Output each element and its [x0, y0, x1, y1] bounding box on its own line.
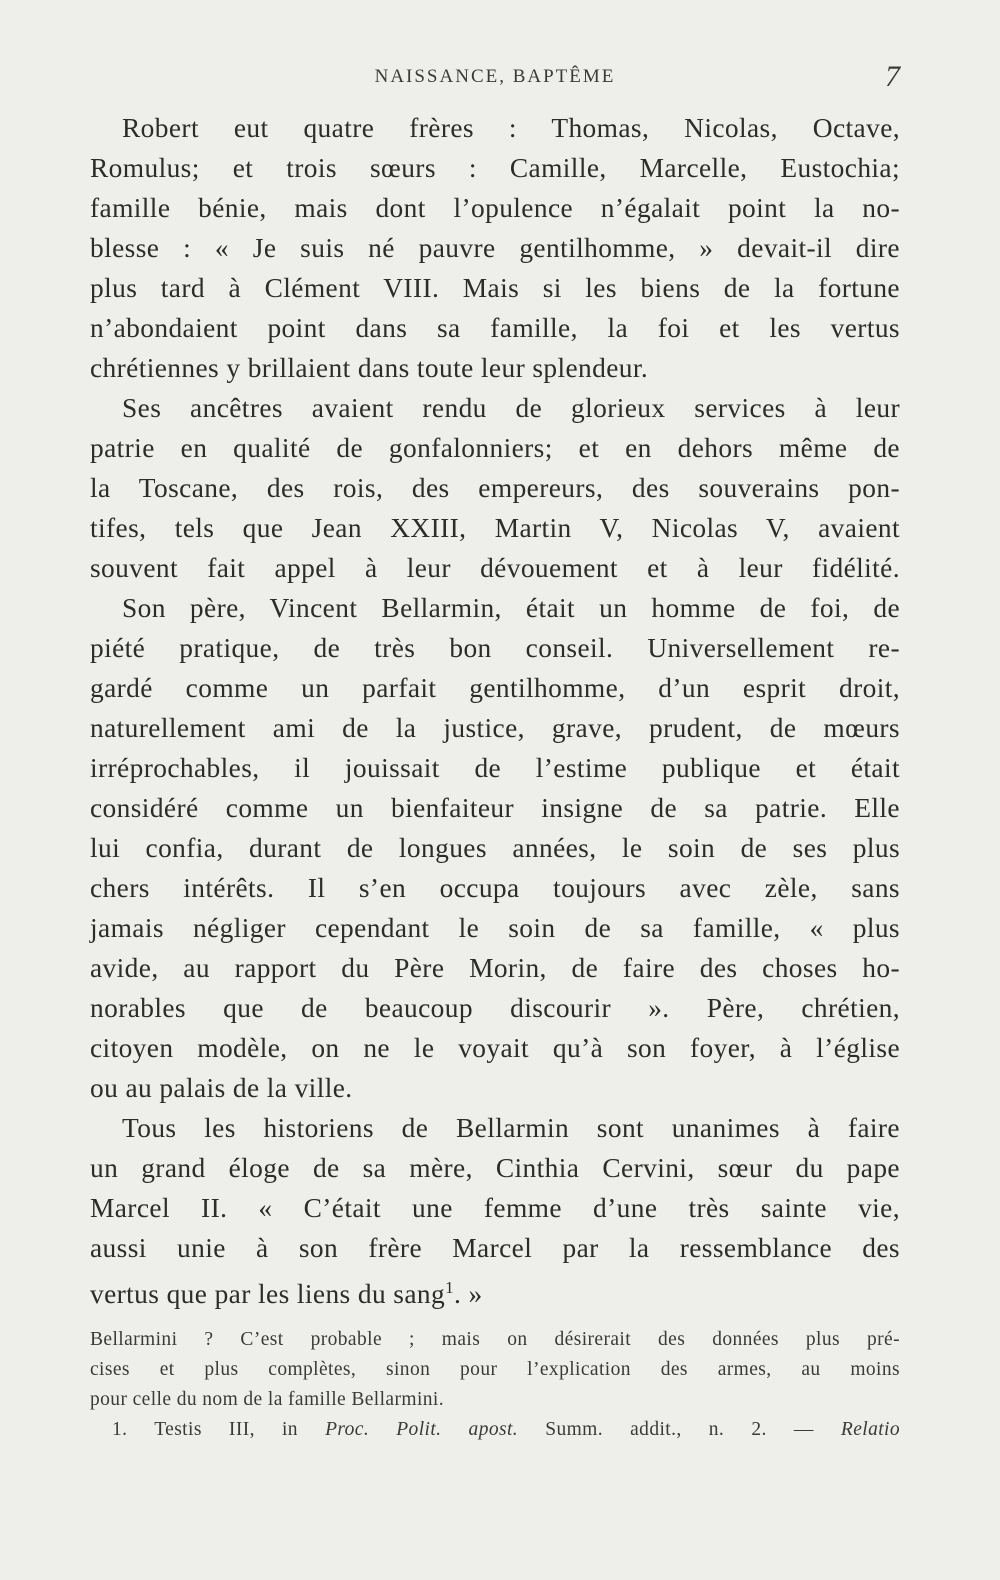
- text-line: plus tard à Clément VIII. Mais si les biens de la fortune: [90, 273, 900, 303]
- text-line: considéré comme un bienfaiteur insigne de sa patrie. Elle: [90, 793, 900, 823]
- final-line-tail: . »: [454, 1279, 483, 1309]
- footnotes: [90, 1325, 900, 1445]
- text-line: jamais négliger cependant le soin de sa famille, « plus: [90, 913, 900, 943]
- text-line: la Toscane, des rois, des empereurs, des souverains pon-: [90, 473, 900, 503]
- footnote-1-title: Relatio: [840, 1419, 901, 1440]
- text-line-final: [90, 1268, 900, 1308]
- text-line: ou au palais de la ville.: [90, 1073, 353, 1103]
- footnote-1: [90, 1415, 900, 1445]
- text-line: avide, au rapport du Père Morin, de faire des choses ho-: [90, 953, 900, 983]
- footnote-ref-1[interactable]: 1: [445, 1278, 455, 1297]
- text-line: patrie en qualité de gonfalonniers; et en dehors même de: [90, 433, 900, 463]
- text-line: un grand éloge de sa mère, Cinthia Cervini, sœur du pape: [90, 1153, 900, 1183]
- text-line: Ses ancêtres avaient rendu de glorieux services à leur: [122, 393, 900, 423]
- text-line: aussi unie à son frère Marcel par la ressemblance des: [90, 1233, 900, 1263]
- text-line: Robert eut quatre frères : Thomas, Nicolas, Octave,: [122, 113, 900, 143]
- footnote-line: Bellarmini ? C’est probable ; mais on désirerait des données plus pré-: [90, 1329, 900, 1350]
- text-line: blesse : « Je suis né pauvre gentilhomme, » devait-il dire: [90, 233, 900, 263]
- text-line: tifes, tels que Jean XXIII, Martin V, Nicolas V, avaient: [90, 513, 900, 543]
- text-line: naturellement ami de la justice, grave, prudent, de mœurs: [90, 713, 900, 743]
- text-line: Romulus; et trois sœurs : Camille, Marcelle, Eustochia;: [90, 153, 900, 183]
- text-line: n’abondaient point dans sa famille, la foi et les vertus: [90, 313, 900, 343]
- text-line: Son père, Vincent Bellarmin, était un homme de foi, de: [122, 593, 900, 623]
- text-line: norables que de beaucoup discourir ». Père, chrétien,: [90, 993, 900, 1023]
- text-line: irréprochables, il jouissait de l’estime publique et était: [90, 753, 900, 783]
- running-title: NAISSANCE, BAPTÊME: [374, 66, 616, 87]
- text-line: chers intérêts. Il s’en occupa toujours avec zèle, sans: [90, 873, 900, 903]
- text-line: piété pratique, de très bon conseil. Universellement re-: [90, 633, 900, 663]
- footnote-line: cises et plus complètes, sinon pour l’explication des armes, au moins: [90, 1359, 900, 1380]
- text-line: chrétiennes y brillaient dans toute leur splendeur.: [90, 353, 649, 383]
- body-text: [90, 108, 900, 1308]
- text-line: citoyen modèle, on ne le voyait qu’à son foyer, à l’église: [90, 1033, 900, 1063]
- text-line: famille bénie, mais dont l’opulence n’égalait point la no-: [90, 193, 900, 223]
- footnote-1-source: Proc. Polit. apost.: [325, 1419, 519, 1440]
- page-header: [90, 60, 900, 100]
- text-line: souvent fait appel à leur dévouement et à leur fidélité.: [90, 553, 900, 583]
- text-line: Marcel II. « C’était une femme d’une très sainte vie,: [90, 1193, 900, 1223]
- final-line-text: vertus que par les liens du sang: [90, 1279, 446, 1309]
- text-line: Tous les historiens de Bellarmin sont unanimes à faire: [122, 1113, 900, 1143]
- footnote-1-number: 1. Testis III, in: [112, 1419, 326, 1440]
- footnote-line: pour celle du nom de la famille Bellarmini.: [90, 1389, 445, 1410]
- text-line: lui confia, durant de longues années, le soin de ses plus: [90, 833, 900, 863]
- page-number: 7: [885, 60, 900, 93]
- text-line: gardé comme un parfait gentilhomme, d’un esprit droit,: [90, 673, 900, 703]
- footnote-1-ref: Summ. addit., n. 2. —: [518, 1419, 841, 1440]
